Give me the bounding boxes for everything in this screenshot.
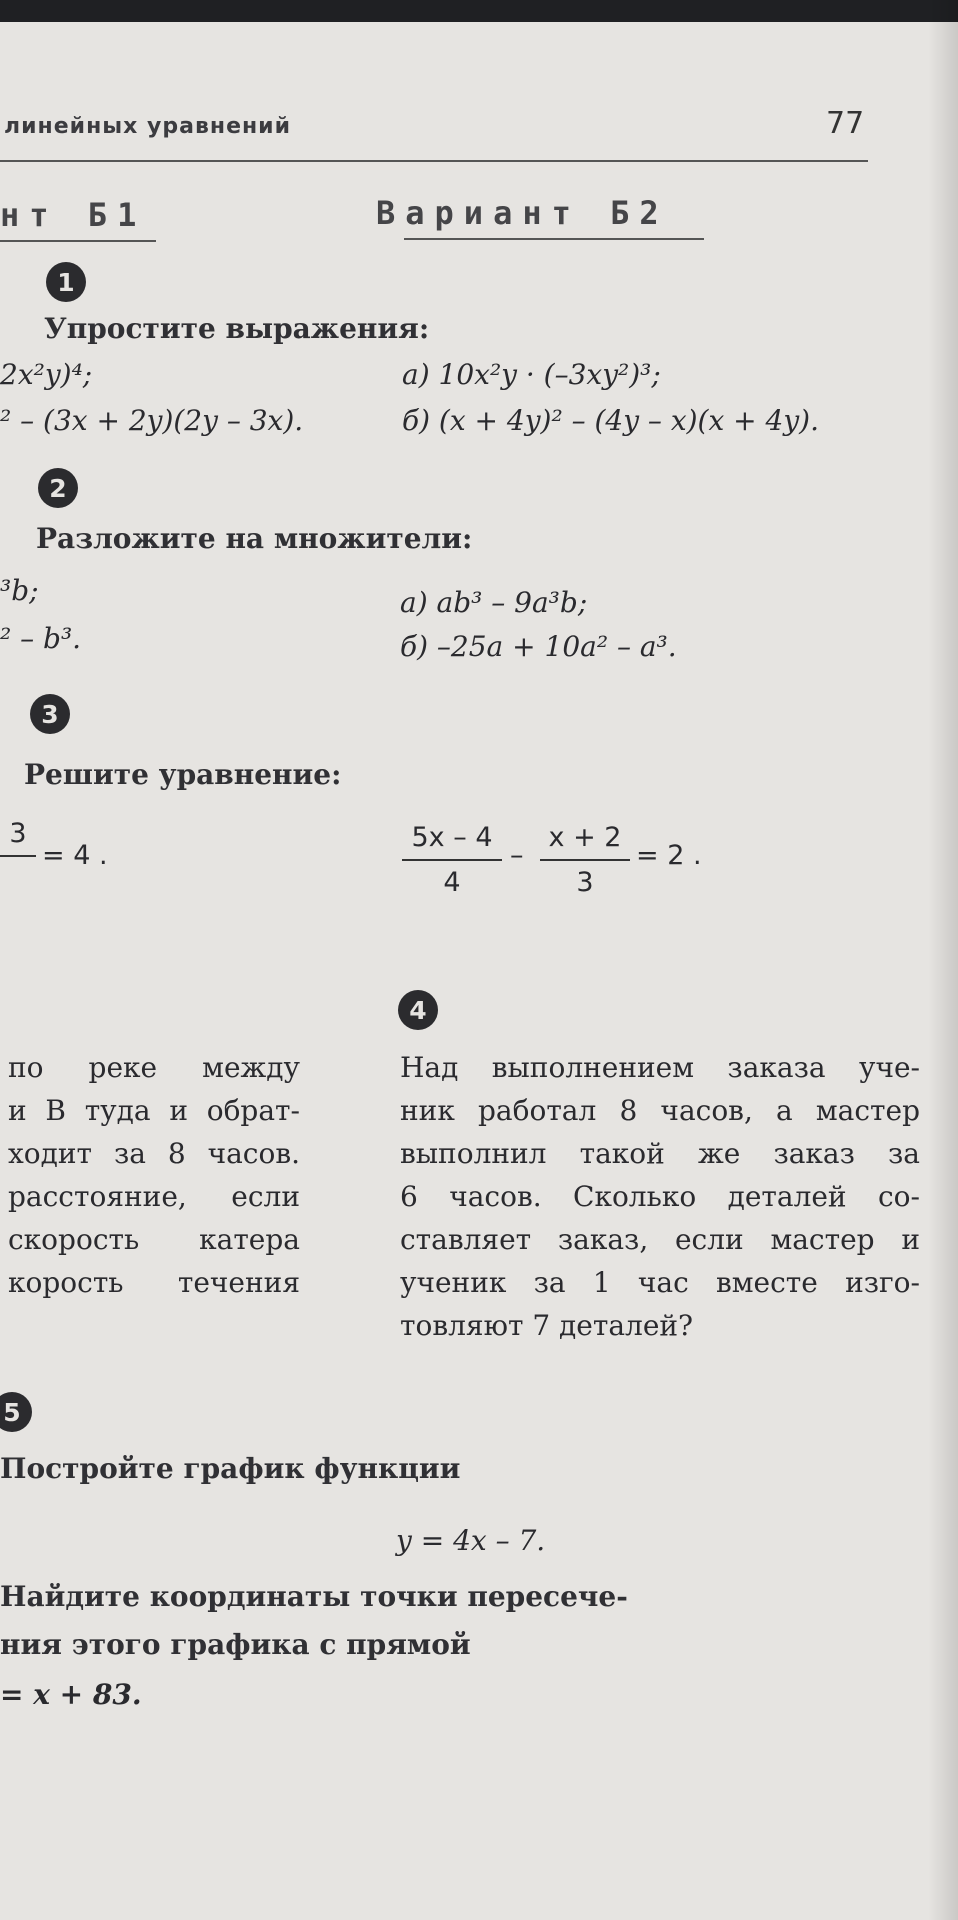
task-1-left-a: 2x²y)⁴;: [0, 358, 93, 391]
task-5-instruction-1: Постройте график функции: [0, 1452, 461, 1485]
task-3-left-fraction-bar: [0, 855, 36, 857]
task-3-fraction-1-denominator: 4: [443, 867, 461, 898]
task-4-number: 4: [398, 990, 438, 1030]
task-3-left-fraction: [0, 818, 36, 863]
task-2-right-b: б) –25a + 10a² – a³.: [400, 630, 677, 663]
task-1-right-b: б) (x + 4y)² – (4y – x)(x + 4y).: [402, 404, 819, 437]
task-4-right-paragraph: [400, 1046, 920, 1347]
task-4-right-line: 6 часов. Сколько деталей со-: [400, 1180, 920, 1213]
task-4-left-line: по реке между: [8, 1051, 300, 1084]
task-3-left-numerator: 3: [9, 818, 27, 849]
task-5-number: 5: [0, 1392, 32, 1432]
task-4-left-line: и B туда и обрат-: [8, 1094, 300, 1127]
task-1-left-b: ² – (3x + 2y)(2y – 3x).: [0, 404, 304, 437]
task-5-formula: y = 4x – 7.: [396, 1524, 546, 1557]
task-4-right-line: ник работал 8 часов, а мастер: [400, 1094, 920, 1127]
task-3-fraction-2-denominator: 3: [576, 867, 594, 898]
task-4-left-line: скорость катера: [8, 1223, 300, 1256]
task-3-fraction-2: [540, 822, 630, 898]
task-5-instruction-3: ния этого графика с прямой: [0, 1628, 471, 1661]
task-3-instruction: Решите уравнение:: [24, 758, 342, 791]
task-3-rhs: = 2 .: [636, 840, 702, 871]
task-4-left-line: расстояние, если: [8, 1180, 300, 1213]
task-4-left-line: ходит за 8 часов.: [8, 1137, 300, 1170]
task-5-instruction-2: Найдите координаты точки пересече-: [0, 1580, 628, 1613]
task-1-instruction: Упростите выражения:: [44, 312, 430, 345]
task-2-number: 2: [38, 468, 78, 508]
page-shadow: [928, 0, 958, 1920]
task-3-fraction-2-numerator: x + 2: [548, 822, 622, 853]
task-2-right-a: а) ab³ – 9a³b;: [400, 586, 588, 619]
page-number: 77: [826, 106, 865, 141]
variant-b2-underline: [404, 238, 704, 240]
task-3-number: 3: [30, 694, 70, 734]
task-1-right-a: а) 10x²y · (–3xy²)³;: [402, 358, 661, 391]
task-4-right-line: ученик за 1 час вместе изго-: [400, 1266, 920, 1299]
task-3-fraction-1: [402, 822, 502, 898]
task-3-left-rhs: = 4 .: [42, 840, 108, 871]
task-3-minus: –: [510, 840, 524, 871]
task-4-left-line: корость течения: [8, 1266, 300, 1299]
header-rule: [0, 160, 868, 162]
task-2-left-b: ² – b³.: [0, 622, 82, 655]
task-2-instruction: Разложите на множители:: [36, 522, 473, 555]
task-2-left-a: ³b;: [0, 574, 39, 607]
variant-b2-title: Вариант Б2: [376, 194, 669, 232]
task-3-fraction-1-bar: [402, 859, 502, 861]
task-4-left-paragraph: [8, 1046, 300, 1304]
task-4-right-line: Над выполнением заказа уче-: [400, 1051, 920, 1084]
task-3-fraction-2-bar: [540, 859, 630, 861]
task-1-number: 1: [46, 262, 86, 302]
task-4-right-line: выполнил такой же заказ за: [400, 1137, 920, 1170]
running-header: линейных уравнений: [4, 114, 292, 139]
task-5-line-equation: = x + 83.: [0, 1678, 142, 1711]
task-4-right-line: ставляет заказ, если мастер и: [400, 1223, 920, 1256]
task-3-fraction-1-numerator: 5x – 4: [411, 822, 493, 853]
task-4-right-line: товляют 7 деталей?: [400, 1309, 694, 1342]
variant-b1-title: нт Б1: [0, 196, 147, 234]
variant-b1-underline: [0, 240, 156, 242]
photo-top-edge: [0, 0, 958, 22]
